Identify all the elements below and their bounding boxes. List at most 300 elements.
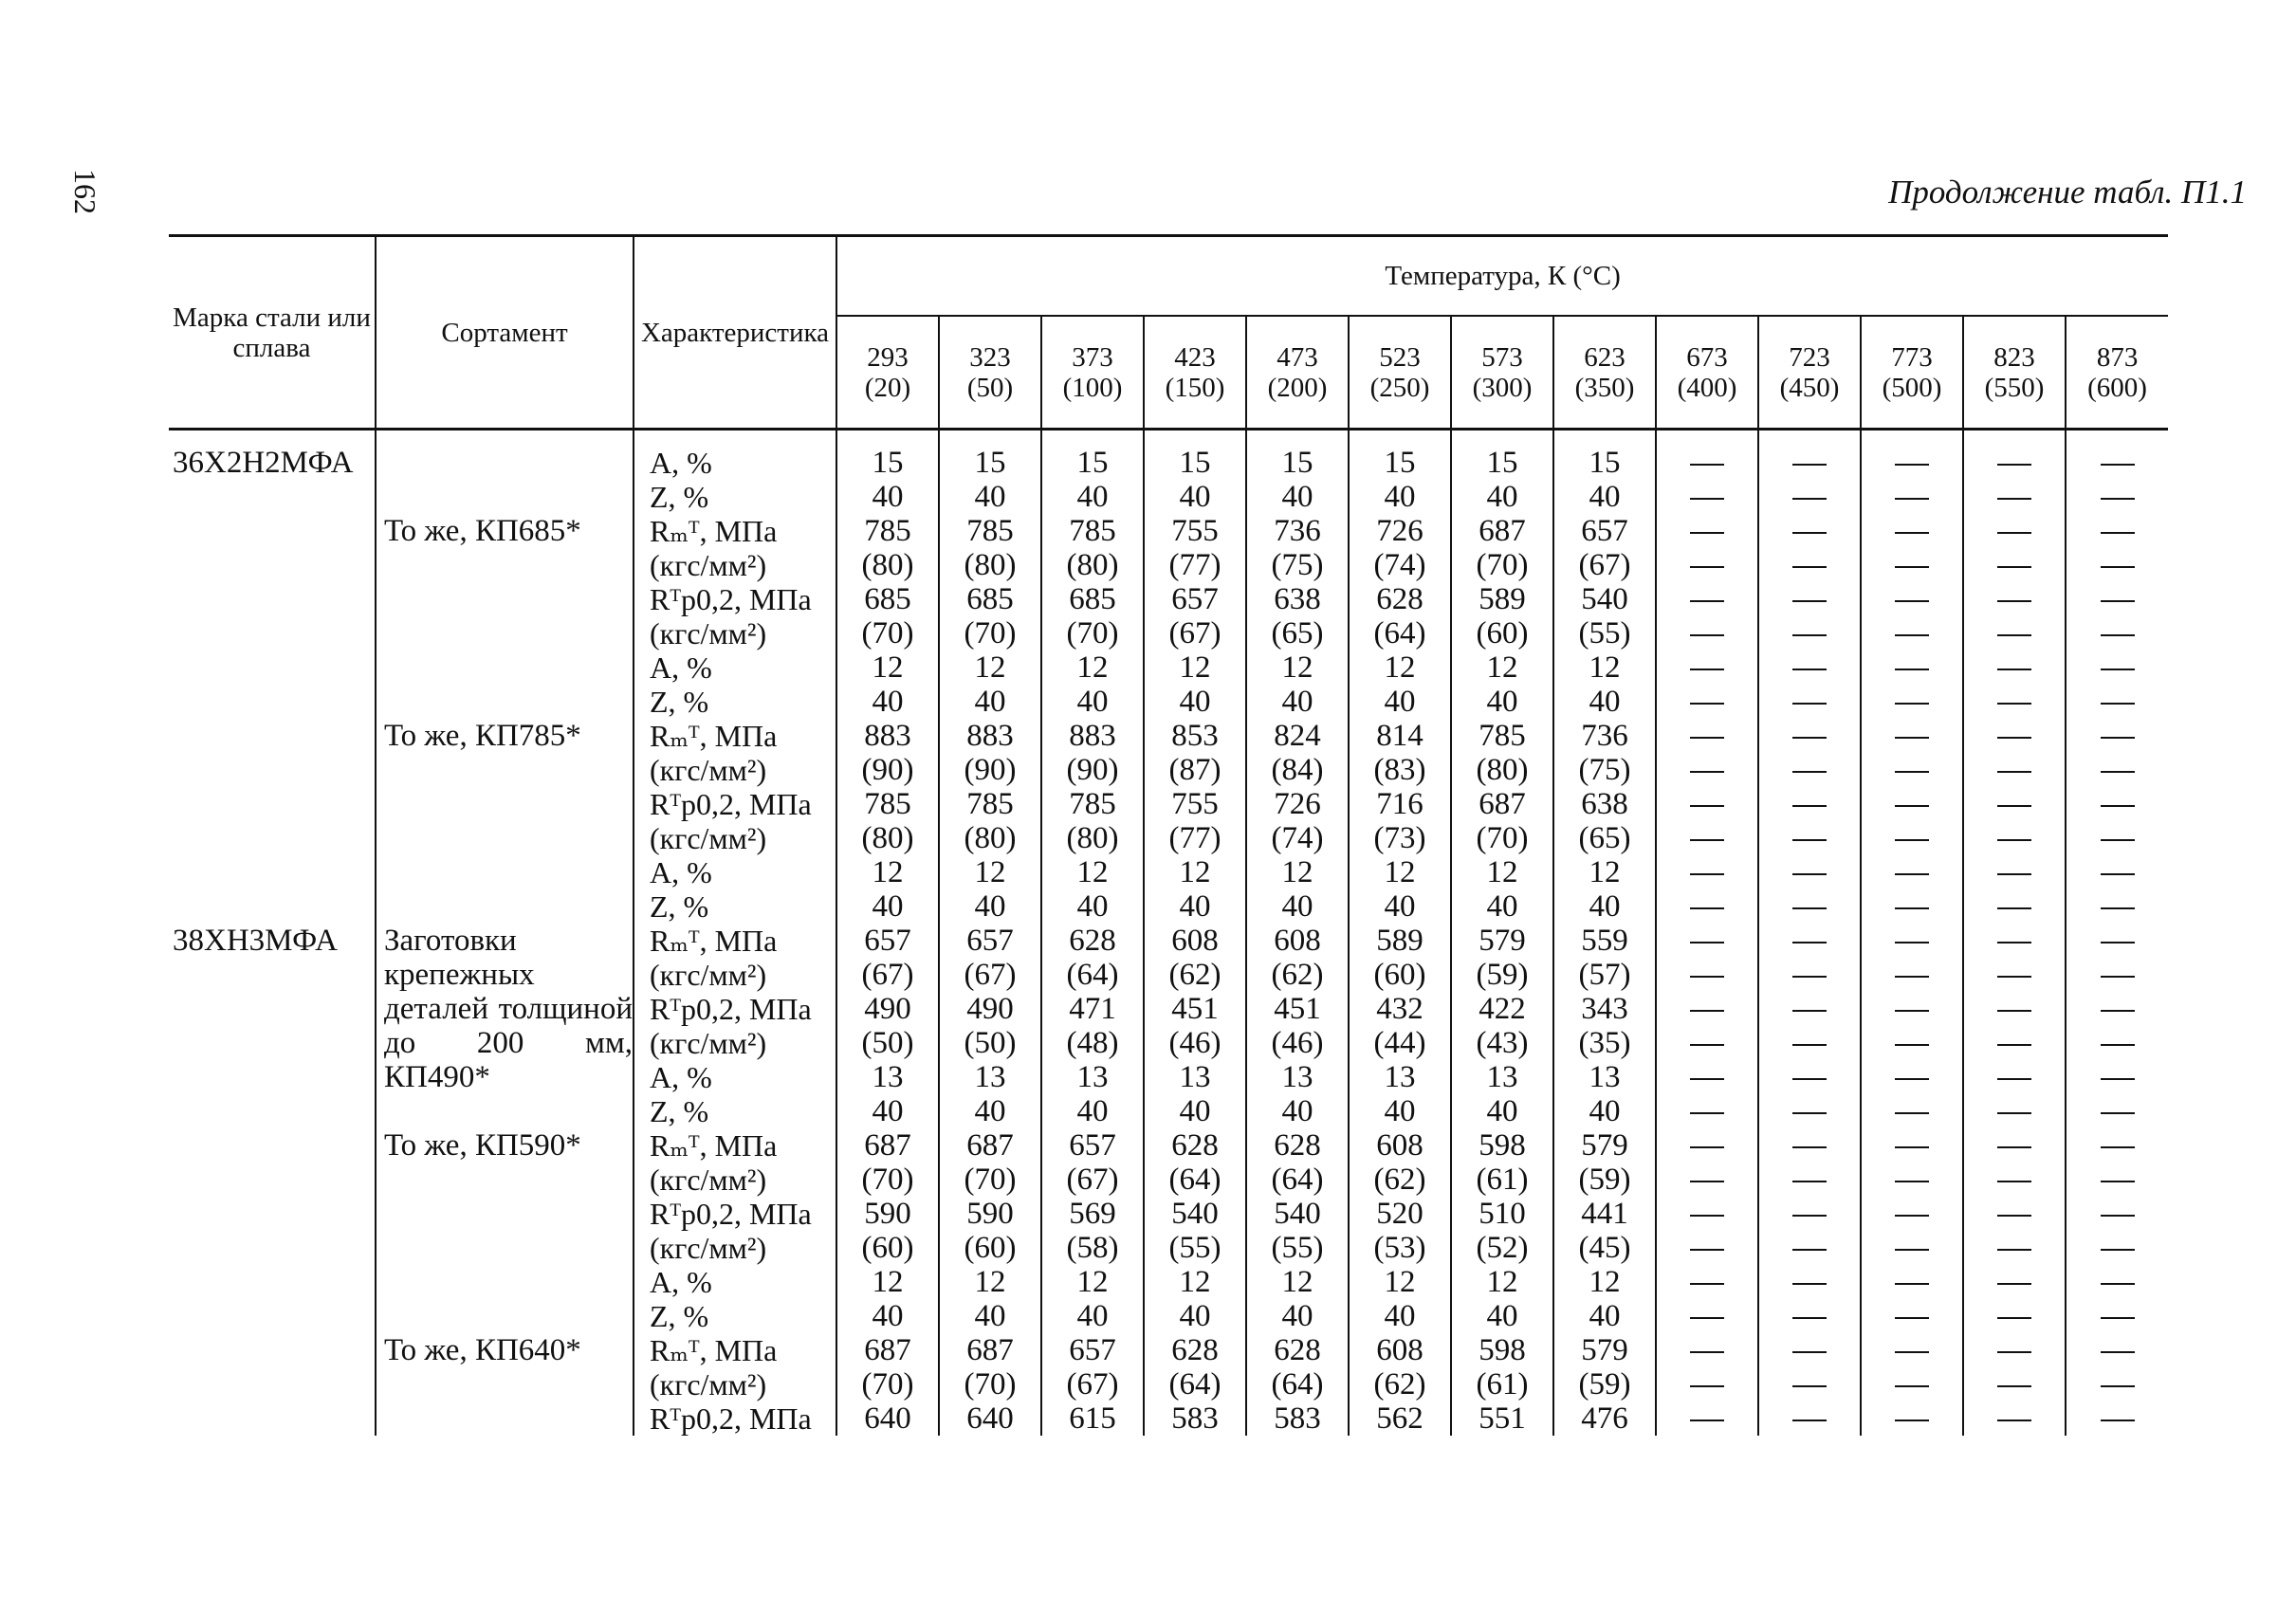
- empty-value-cell: [1963, 924, 2066, 958]
- dash-mark: [2101, 703, 2135, 705]
- value-cell: 40: [1349, 1299, 1451, 1333]
- value-cell: (70): [836, 1367, 939, 1401]
- dash-mark: [1792, 1044, 1827, 1046]
- value-cell: 40: [1553, 685, 1656, 719]
- value-cell: 40: [1349, 480, 1451, 514]
- value-cell: 12: [1553, 1265, 1656, 1299]
- temperature-kelvin: 523: [1379, 341, 1421, 373]
- dash-mark: [1997, 805, 2031, 807]
- value-cell: 785: [836, 514, 939, 548]
- value-cell: (67): [1144, 616, 1246, 650]
- empty-value-cell: [1861, 924, 1963, 958]
- assortment-cell: [376, 1333, 634, 1436]
- value-cell: 657: [939, 924, 1041, 958]
- empty-value-cell: [1656, 1231, 1758, 1265]
- characteristic-cell: A, %: [634, 650, 836, 685]
- empty-value-cell: [2066, 1026, 2168, 1060]
- dash-mark: [1792, 1010, 1827, 1012]
- grade-cell: [169, 616, 376, 650]
- dash-mark: [1997, 1283, 2031, 1285]
- temperature-celsius: (100): [1062, 372, 1123, 403]
- value-cell: (64): [1144, 1163, 1246, 1197]
- value-cell: 726: [1349, 514, 1451, 548]
- dash-mark: [2101, 600, 2135, 602]
- grade-cell: [169, 787, 376, 821]
- dash-mark: [1997, 1317, 2031, 1319]
- value-cell: 657: [1041, 1128, 1144, 1163]
- value-cell: (80): [1041, 548, 1144, 582]
- value-cell: (70): [939, 1163, 1041, 1197]
- dash-mark: [1792, 532, 1827, 534]
- empty-value-cell: [1861, 787, 1963, 821]
- value-cell: (64): [1349, 616, 1451, 650]
- dash-mark: [1895, 1112, 1929, 1114]
- dash-mark: [1895, 1420, 1929, 1421]
- empty-value-cell: [1758, 958, 1861, 992]
- value-cell: (60): [1349, 958, 1451, 992]
- value-cell: (83): [1349, 753, 1451, 787]
- value-cell: 12: [1144, 1265, 1246, 1299]
- value-cell: 15: [1041, 430, 1144, 481]
- value-cell: 40: [1451, 1299, 1553, 1333]
- value-cell: 628: [1349, 582, 1451, 616]
- empty-value-cell: [1861, 1265, 1963, 1299]
- temperature-kelvin: 423: [1174, 341, 1216, 373]
- dash-mark: [2101, 498, 2135, 500]
- characteristic-cell: Z, %: [634, 1094, 836, 1128]
- empty-value-cell: [1861, 1026, 1963, 1060]
- dash-mark: [1997, 1078, 2031, 1080]
- dash-mark: [1690, 532, 1724, 534]
- value-cell: (67): [939, 958, 1041, 992]
- empty-value-cell: [1758, 616, 1861, 650]
- value-cell: 40: [1349, 889, 1451, 924]
- empty-value-cell: [2066, 548, 2168, 582]
- empty-value-cell: [2066, 1265, 2168, 1299]
- empty-value-cell: [1963, 1333, 2066, 1367]
- value-cell: 12: [836, 1265, 939, 1299]
- dash-mark: [1690, 566, 1724, 568]
- dash-mark: [2101, 669, 2135, 670]
- dash-mark: [1895, 498, 1929, 500]
- value-cell: 40: [1553, 480, 1656, 514]
- empty-value-cell: [2066, 616, 2168, 650]
- dash-mark: [1895, 600, 1929, 602]
- empty-value-cell: [1963, 1197, 2066, 1231]
- empty-value-cell: [2066, 1401, 2168, 1436]
- grade-cell: [169, 582, 376, 616]
- value-cell: 12: [1553, 855, 1656, 889]
- dash-mark: [2101, 1112, 2135, 1114]
- temperature-celsius: (550): [1984, 372, 2045, 403]
- characteristic-cell: Rₘᵀ, МПа: [634, 1333, 836, 1367]
- dash-mark: [1895, 1146, 1929, 1148]
- empty-value-cell: [1963, 719, 2066, 753]
- value-cell: 451: [1246, 992, 1349, 1026]
- value-cell: (74): [1246, 821, 1349, 855]
- value-cell: 13: [836, 1060, 939, 1094]
- dash-mark: [1997, 1044, 2031, 1046]
- empty-value-cell: [1758, 1367, 1861, 1401]
- empty-value-cell: [2066, 1163, 2168, 1197]
- value-cell: 12: [1144, 855, 1246, 889]
- value-cell: (35): [1553, 1026, 1656, 1060]
- characteristic-cell: Rᵀp0,2, МПа: [634, 787, 836, 821]
- assortment-cell: [376, 430, 634, 481]
- grade-cell: 38ХН3МФА: [173, 924, 338, 958]
- value-cell: 12: [939, 1265, 1041, 1299]
- assortment-text: То же, КП640*: [384, 1333, 581, 1367]
- value-cell: 40: [1041, 685, 1144, 719]
- empty-value-cell: [2066, 1094, 2168, 1128]
- empty-value-cell: [1963, 582, 2066, 616]
- characteristic-cell: (кгс/мм²): [634, 753, 836, 787]
- value-cell: 40: [1451, 889, 1553, 924]
- dash-mark: [2101, 1351, 2135, 1353]
- value-cell: 657: [836, 924, 939, 958]
- temperature-celsius: (300): [1472, 372, 1533, 403]
- dash-mark: [1690, 873, 1724, 875]
- dash-mark: [2101, 1215, 2135, 1217]
- empty-value-cell: [1758, 685, 1861, 719]
- empty-value-cell: [1963, 1401, 2066, 1436]
- value-cell: 12: [1553, 650, 1656, 685]
- empty-value-cell: [1758, 1231, 1861, 1265]
- value-cell: 785: [836, 787, 939, 821]
- header-temperature: Температура, К (°С): [836, 236, 2168, 317]
- value-cell: 15: [1349, 430, 1451, 481]
- dash-mark: [2101, 1385, 2135, 1387]
- dash-mark: [1690, 1044, 1724, 1046]
- value-cell: 40: [1246, 1094, 1349, 1128]
- characteristic-cell: (кгс/мм²): [634, 1367, 836, 1401]
- empty-value-cell: [1758, 1094, 1861, 1128]
- value-cell: 13: [939, 1060, 1041, 1094]
- value-cell: (65): [1553, 821, 1656, 855]
- value-cell: 40: [836, 480, 939, 514]
- empty-value-cell: [1861, 616, 1963, 650]
- value-cell: (48): [1041, 1026, 1144, 1060]
- value-cell: 583: [1246, 1401, 1349, 1436]
- dash-mark: [1997, 907, 2031, 909]
- temperature-column-header: [1144, 316, 1246, 430]
- value-cell: 638: [1553, 787, 1656, 821]
- value-cell: 824: [1246, 719, 1349, 753]
- value-cell: 685: [836, 582, 939, 616]
- value-cell: 687: [939, 1128, 1041, 1163]
- value-cell: 12: [1451, 1265, 1553, 1299]
- dash-mark: [1895, 1181, 1929, 1182]
- empty-value-cell: [1758, 992, 1861, 1026]
- value-cell: (80): [939, 548, 1041, 582]
- empty-value-cell: [1963, 889, 2066, 924]
- assortment-text: То же, КП590*: [384, 1128, 581, 1163]
- value-cell: (64): [1041, 958, 1144, 992]
- empty-value-cell: [1758, 1299, 1861, 1333]
- value-cell: 40: [939, 889, 1041, 924]
- value-cell: 640: [939, 1401, 1041, 1436]
- dash-mark: [2101, 805, 2135, 807]
- value-cell: 40: [1246, 685, 1349, 719]
- empty-value-cell: [2066, 1333, 2168, 1367]
- grade-cell: [169, 1128, 376, 1163]
- dash-mark: [1690, 1146, 1724, 1148]
- value-cell: 12: [1349, 855, 1451, 889]
- value-cell: (73): [1349, 821, 1451, 855]
- value-cell: 40: [1041, 889, 1144, 924]
- value-cell: (64): [1246, 1163, 1349, 1197]
- value-cell: (67): [1553, 548, 1656, 582]
- value-cell: 15: [1451, 430, 1553, 481]
- dash-mark: [2101, 464, 2135, 466]
- empty-value-cell: [1656, 685, 1758, 719]
- empty-value-cell: [1861, 889, 1963, 924]
- value-cell: (62): [1246, 958, 1349, 992]
- empty-value-cell: [1656, 719, 1758, 753]
- value-cell: 583: [1144, 1401, 1246, 1436]
- value-cell: 608: [1246, 924, 1349, 958]
- grade-cell: [169, 992, 376, 1026]
- value-cell: 540: [1144, 1197, 1246, 1231]
- value-cell: 476: [1553, 1401, 1656, 1436]
- value-cell: 657: [1041, 1333, 1144, 1367]
- temperature-kelvin: 573: [1481, 341, 1523, 373]
- empty-value-cell: [1963, 1231, 2066, 1265]
- value-cell: 579: [1553, 1333, 1656, 1367]
- table-row: [169, 514, 2168, 548]
- temperature-column-header: [1758, 316, 1861, 430]
- value-cell: 559: [1553, 924, 1656, 958]
- dash-mark: [1690, 669, 1724, 670]
- dash-mark: [1895, 1044, 1929, 1046]
- dash-mark: [2101, 566, 2135, 568]
- dash-mark: [1690, 1181, 1724, 1182]
- empty-value-cell: [1861, 1060, 1963, 1094]
- value-cell: (62): [1349, 1367, 1451, 1401]
- value-cell: 640: [836, 1401, 939, 1436]
- empty-value-cell: [2066, 821, 2168, 855]
- value-cell: (59): [1451, 958, 1553, 992]
- value-cell: 657: [1144, 582, 1246, 616]
- grade-cell: [169, 753, 376, 787]
- value-cell: 12: [1349, 650, 1451, 685]
- empty-value-cell: [1656, 650, 1758, 685]
- dash-mark: [1997, 1351, 2031, 1353]
- value-cell: 726: [1246, 787, 1349, 821]
- dash-mark: [1792, 942, 1827, 943]
- dash-mark: [2101, 737, 2135, 739]
- value-cell: 589: [1451, 582, 1553, 616]
- empty-value-cell: [1963, 1265, 2066, 1299]
- empty-value-cell: [1963, 1026, 2066, 1060]
- empty-value-cell: [1861, 685, 1963, 719]
- empty-value-cell: [1758, 821, 1861, 855]
- dash-mark: [1997, 566, 2031, 568]
- dash-mark: [1792, 873, 1827, 875]
- empty-value-cell: [1758, 719, 1861, 753]
- temperature-kelvin: 723: [1789, 341, 1830, 373]
- value-cell: 40: [1041, 1299, 1144, 1333]
- value-cell: 13: [1451, 1060, 1553, 1094]
- empty-value-cell: [1963, 650, 2066, 685]
- empty-value-cell: [1963, 821, 2066, 855]
- dash-mark: [1895, 805, 1929, 807]
- value-cell: (90): [1041, 753, 1144, 787]
- value-cell: 40: [1451, 1094, 1553, 1128]
- characteristic-cell: Z, %: [634, 889, 836, 924]
- assortment-text: То же, КП785*: [384, 719, 581, 753]
- characteristic-cell: (кгс/мм²): [634, 548, 836, 582]
- empty-value-cell: [2066, 992, 2168, 1026]
- value-cell: 615: [1041, 1401, 1144, 1436]
- value-cell: 40: [836, 889, 939, 924]
- dash-mark: [2101, 839, 2135, 841]
- dash-mark: [1690, 1010, 1724, 1012]
- empty-value-cell: [2066, 430, 2168, 481]
- empty-value-cell: [1861, 1333, 1963, 1367]
- empty-value-cell: [1861, 1163, 1963, 1197]
- empty-value-cell: [1758, 548, 1861, 582]
- grade-cell: [169, 1299, 376, 1333]
- dash-mark: [1792, 498, 1827, 500]
- characteristic-cell: (кгс/мм²): [634, 616, 836, 650]
- empty-value-cell: [1963, 992, 2066, 1026]
- dash-mark: [1997, 1010, 2031, 1012]
- value-cell: 687: [836, 1128, 939, 1163]
- value-cell: 785: [1451, 719, 1553, 753]
- empty-value-cell: [1656, 1401, 1758, 1436]
- empty-value-cell: [1758, 1026, 1861, 1060]
- value-cell: 540: [1246, 1197, 1349, 1231]
- value-cell: 12: [939, 855, 1041, 889]
- empty-value-cell: [1656, 958, 1758, 992]
- dash-mark: [1895, 464, 1929, 466]
- dash-mark: [2101, 634, 2135, 636]
- value-cell: 590: [939, 1197, 1041, 1231]
- empty-value-cell: [1963, 1128, 2066, 1163]
- empty-value-cell: [1963, 1299, 2066, 1333]
- assortment-cell: [376, 924, 634, 1128]
- dash-mark: [1895, 1351, 1929, 1353]
- table-caption: Продолжение табл. П1.1: [1888, 174, 2247, 211]
- empty-value-cell: [1963, 753, 2066, 787]
- empty-value-cell: [2066, 719, 2168, 753]
- value-cell: (59): [1553, 1163, 1656, 1197]
- dash-mark: [1997, 498, 2031, 500]
- characteristic-cell: A, %: [634, 1265, 836, 1299]
- dash-mark: [1997, 669, 2031, 670]
- value-cell: 40: [939, 685, 1041, 719]
- dash-mark: [1895, 976, 1929, 978]
- value-cell: 608: [1349, 1333, 1451, 1367]
- value-cell: (59): [1553, 1367, 1656, 1401]
- dash-mark: [1690, 703, 1724, 705]
- value-cell: 657: [1553, 514, 1656, 548]
- characteristic-cell: (кгс/мм²): [634, 1231, 836, 1265]
- value-cell: 40: [836, 685, 939, 719]
- characteristic-cell: Z, %: [634, 1299, 836, 1333]
- dash-mark: [1792, 1385, 1827, 1387]
- value-cell: 40: [836, 1094, 939, 1128]
- empty-value-cell: [1861, 753, 1963, 787]
- grade-cell: [169, 1265, 376, 1299]
- value-cell: 628: [1144, 1128, 1246, 1163]
- value-cell: 40: [939, 1094, 1041, 1128]
- value-cell: 608: [1349, 1128, 1451, 1163]
- grade-cell: [169, 889, 376, 924]
- temperature-column-header: [1349, 316, 1451, 430]
- dash-mark: [1895, 532, 1929, 534]
- grade-cell: [169, 1094, 376, 1128]
- empty-value-cell: [1656, 855, 1758, 889]
- steel-properties-table: [169, 234, 2168, 1436]
- dash-mark: [1895, 771, 1929, 773]
- characteristic-cell: (кгс/мм²): [634, 958, 836, 992]
- empty-value-cell: [1758, 889, 1861, 924]
- empty-value-cell: [1963, 514, 2066, 548]
- empty-value-cell: [1656, 1333, 1758, 1367]
- temperature-kelvin: 373: [1072, 341, 1113, 373]
- dash-mark: [1792, 805, 1827, 807]
- dash-mark: [1792, 1317, 1827, 1319]
- value-cell: 598: [1451, 1128, 1553, 1163]
- empty-value-cell: [2066, 1128, 2168, 1163]
- value-cell: 569: [1041, 1197, 1144, 1231]
- value-cell: 13: [1041, 1060, 1144, 1094]
- dash-mark: [2101, 1010, 2135, 1012]
- value-cell: 12: [1451, 650, 1553, 685]
- value-cell: 15: [1144, 430, 1246, 481]
- value-cell: 432: [1349, 992, 1451, 1026]
- temperature-celsius: (500): [1882, 372, 1942, 403]
- dash-mark: [1997, 703, 2031, 705]
- value-cell: (70): [836, 616, 939, 650]
- empty-value-cell: [1758, 855, 1861, 889]
- characteristic-cell: (кгс/мм²): [634, 1163, 836, 1197]
- value-cell: 40: [1349, 1094, 1451, 1128]
- value-cell: 441: [1553, 1197, 1656, 1231]
- grade-cell: [169, 821, 376, 855]
- value-cell: 589: [1349, 924, 1451, 958]
- dash-mark: [1792, 1181, 1827, 1182]
- value-cell: 12: [836, 650, 939, 685]
- dash-mark: [1792, 1112, 1827, 1114]
- empty-value-cell: [1758, 582, 1861, 616]
- dash-mark: [2101, 1181, 2135, 1182]
- value-cell: 12: [1246, 1265, 1349, 1299]
- value-cell: 471: [1041, 992, 1144, 1026]
- grade-cell: [169, 958, 376, 992]
- dash-mark: [1997, 839, 2031, 841]
- dash-mark: [1792, 669, 1827, 670]
- value-cell: (60): [836, 1231, 939, 1265]
- table-row: [169, 1333, 2168, 1367]
- dash-mark: [1690, 1283, 1724, 1285]
- empty-value-cell: [2066, 787, 2168, 821]
- temperature-kelvin: 323: [969, 341, 1011, 373]
- empty-value-cell: [2066, 685, 2168, 719]
- dash-mark: [1792, 1146, 1827, 1148]
- empty-value-cell: [1656, 548, 1758, 582]
- dash-mark: [1895, 669, 1929, 670]
- empty-value-cell: [2066, 1367, 2168, 1401]
- empty-value-cell: [1861, 548, 1963, 582]
- value-cell: 40: [1144, 1094, 1246, 1128]
- empty-value-cell: [2066, 958, 2168, 992]
- characteristic-cell: A, %: [634, 430, 836, 481]
- empty-value-cell: [2066, 1060, 2168, 1094]
- empty-value-cell: [1861, 582, 1963, 616]
